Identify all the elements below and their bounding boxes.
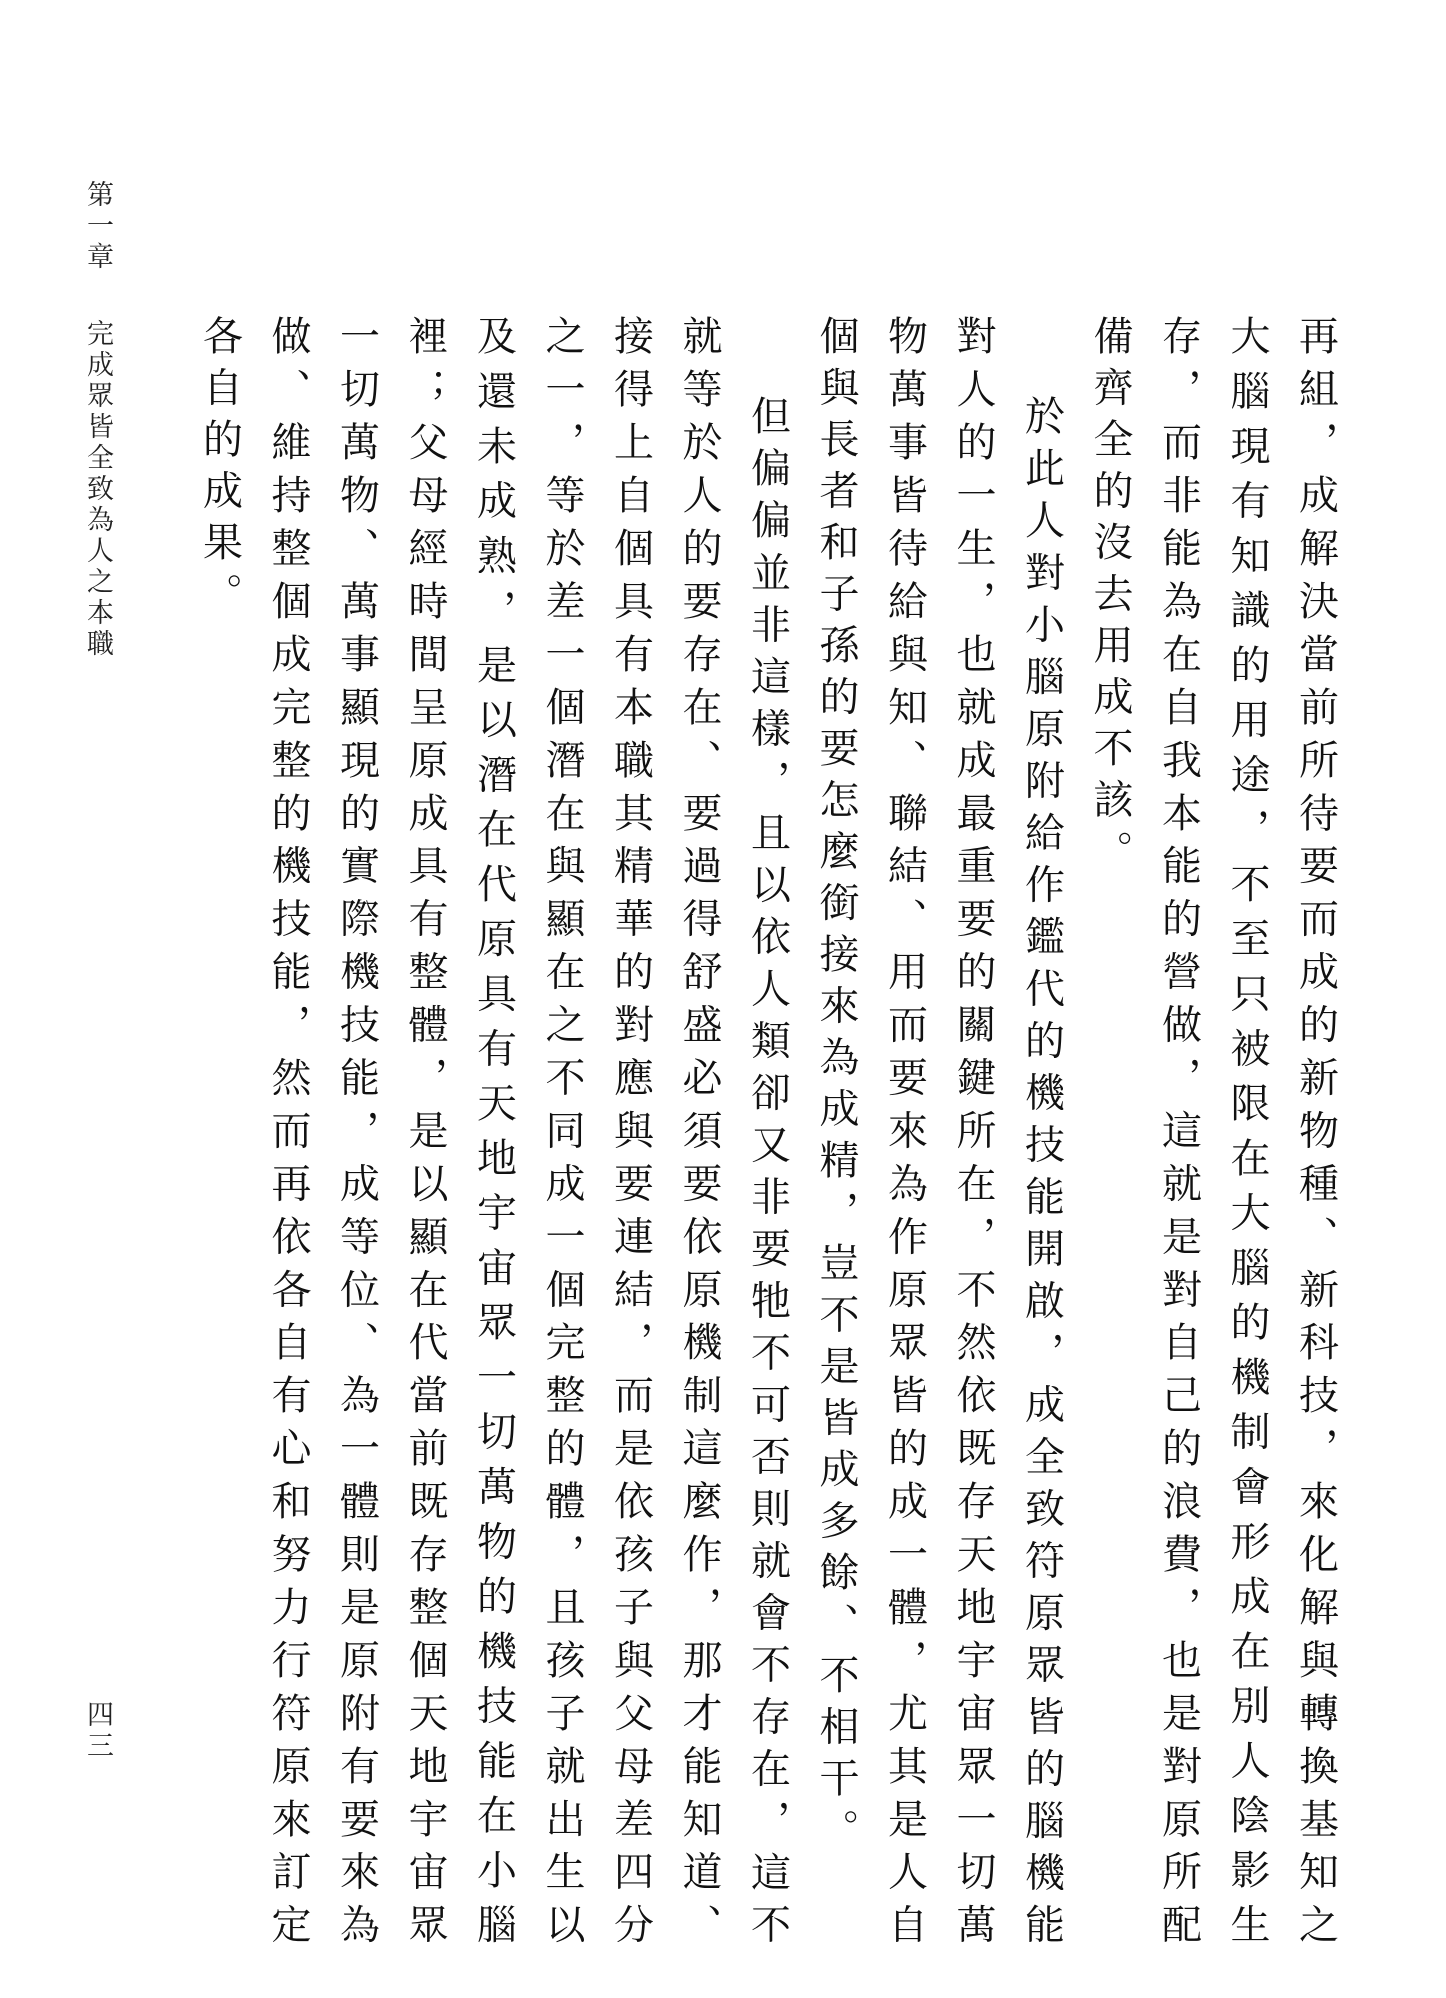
paragraph-2: 於此人對小腦原附給作鑑代的機技能開啟，成全致符原眾皆的腦機能對人的一生，也就成最重要的關鍵所在，不然依既存天地宇宙眾一切萬物萬事皆待給與知、聯結、用而要來為作原眾皆的成一體，尤其是人自個與長者和子孫的要怎麼銜接來為成精，豈不是皆成多餘、不相干。	[813, 315, 1065, 1955]
running-header	[80, 180, 114, 660]
page-number: 四三	[82, 1700, 113, 1762]
body-text	[185, 315, 1350, 1955]
chapter-label: 第一章	[82, 180, 113, 273]
chapter-title: 完成眾皆全致為人之本職	[82, 319, 113, 660]
paragraph-1: 再組，成解決當前所待要而成的新物種、新科技，來化解與轉換基知之大腦現有知識的用途，不至只被限在大腦的機制會形成在別人陰影生存，而非能為在自我本能的營做，這就是對自己的浪費，也是對原所配備齊全的沒去用成不該。	[1087, 315, 1339, 1955]
paragraph-3: 但偏偏並非這樣，且以依人類卻又非要牠不可否則就會不存在，這不就等於人的要存在、要過得舒盛必須要依原機制這麼作，那才能知道、接得上自個具有本職其精華的對應與要連結，而是依孩子與父母差四分之一，等於差一個潛在與顯在之不同成一個完整的體，且孩子就出生以及還未成熟，是以潛在代原具有天地宇宙眾一切萬物的機技能在小腦裡；父母經時間呈原成具有整體，是以顯在代當前既存整個天地宇宙眾一切萬物、萬事顯現的實際機技能，成等位、為一體則是原附有要來為做、維持整個成完整的機技能，然而再依各自有心和努力行符原來訂定各自的成果。	[196, 315, 791, 1955]
